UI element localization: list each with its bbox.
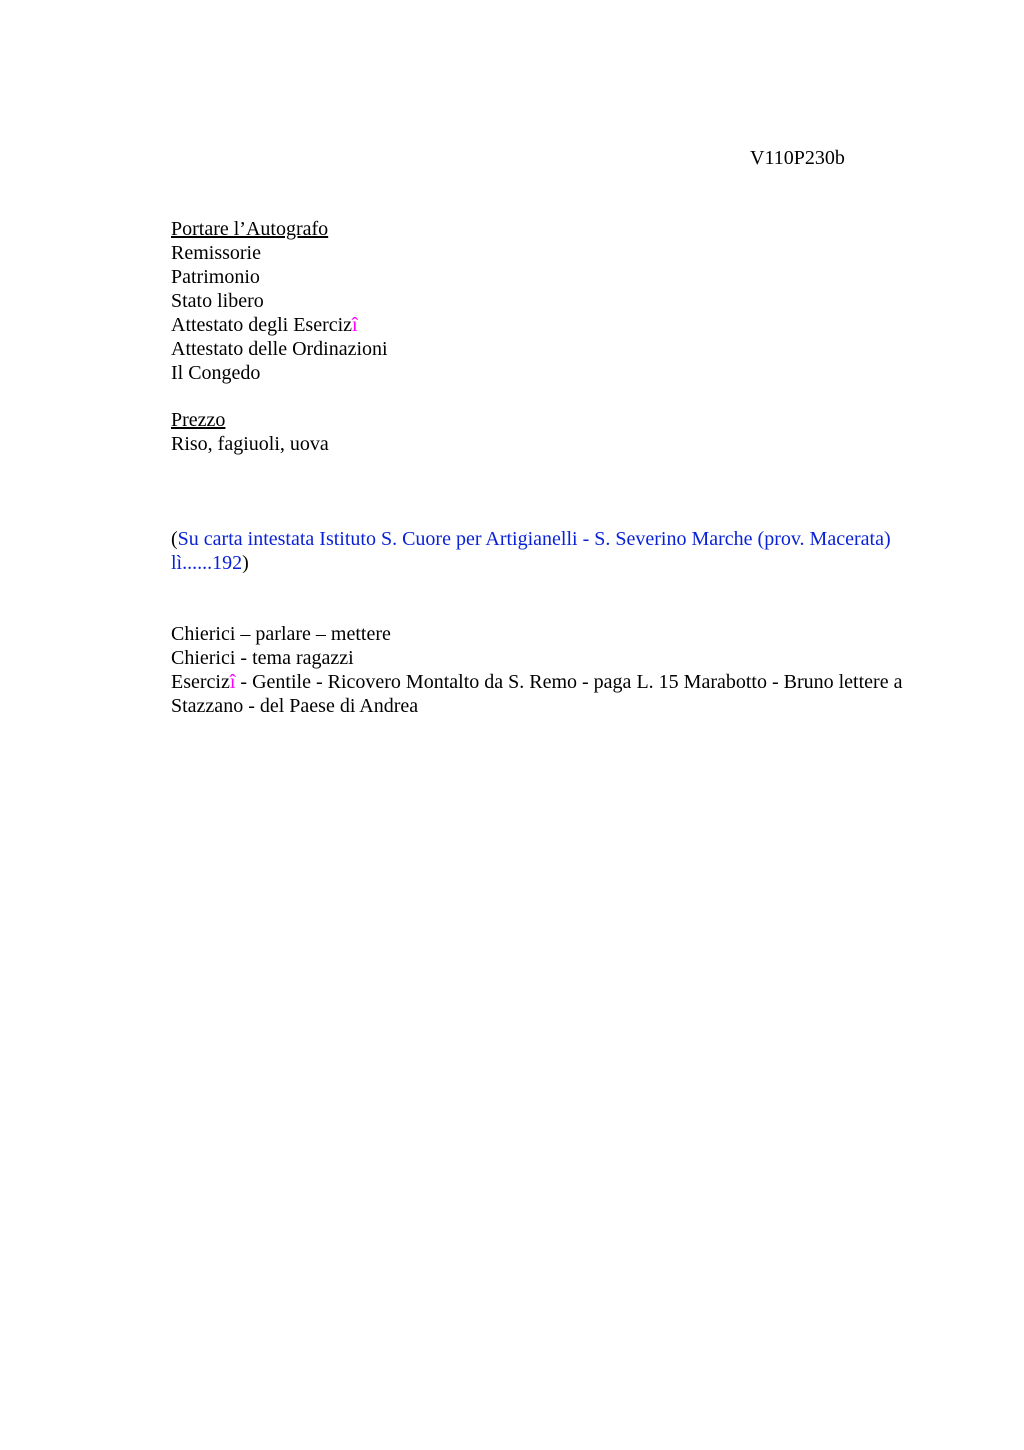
notes-line: Chierici – parlare – mettere [171,623,391,645]
document-item: Stato libero [171,290,264,312]
price-text: Riso, fagiuoli, uova [171,433,329,455]
price-heading: Prezzo [171,409,226,431]
notes-line-esercizi [171,670,941,718]
page-identifier: V110P230b [750,147,845,169]
notes-section [171,622,941,718]
letterhead-note [171,527,931,575]
documents-list [171,217,941,385]
document-item: Il Congedo [171,362,261,384]
notes-esercizi-rest: - Gentile - Ricovero Montalto da S. Remo - paga L. 15 Marabotto - Bruno lettere a Stazzano - del Paese di Andrea [171,671,903,717]
document-item: Attestato delle Ordinazioni [171,338,388,360]
esercizi-text: Attestato degli Eserciz [171,314,353,336]
note-text: Su carta intestata Istituto S. Cuore per Artigianelli - S. Severino Marche (prov. Macerata) lì......192 [171,528,891,574]
note-close-paren: ) [242,552,249,574]
notes-esercizi-accent: î [229,671,236,693]
note-open-paren: ( [171,528,178,550]
document-item-esercizi [171,313,941,337]
notes-line: Chierici - tema ragazzi [171,647,354,669]
esercizi-accent: î [352,314,358,336]
document-item: Remissorie [171,242,261,264]
documents-heading: Portare l’Autografo [171,218,329,240]
notes-esercizi-text: Eserciz [171,671,230,693]
document-item: Patrimonio [171,266,260,288]
price-section [171,408,941,456]
